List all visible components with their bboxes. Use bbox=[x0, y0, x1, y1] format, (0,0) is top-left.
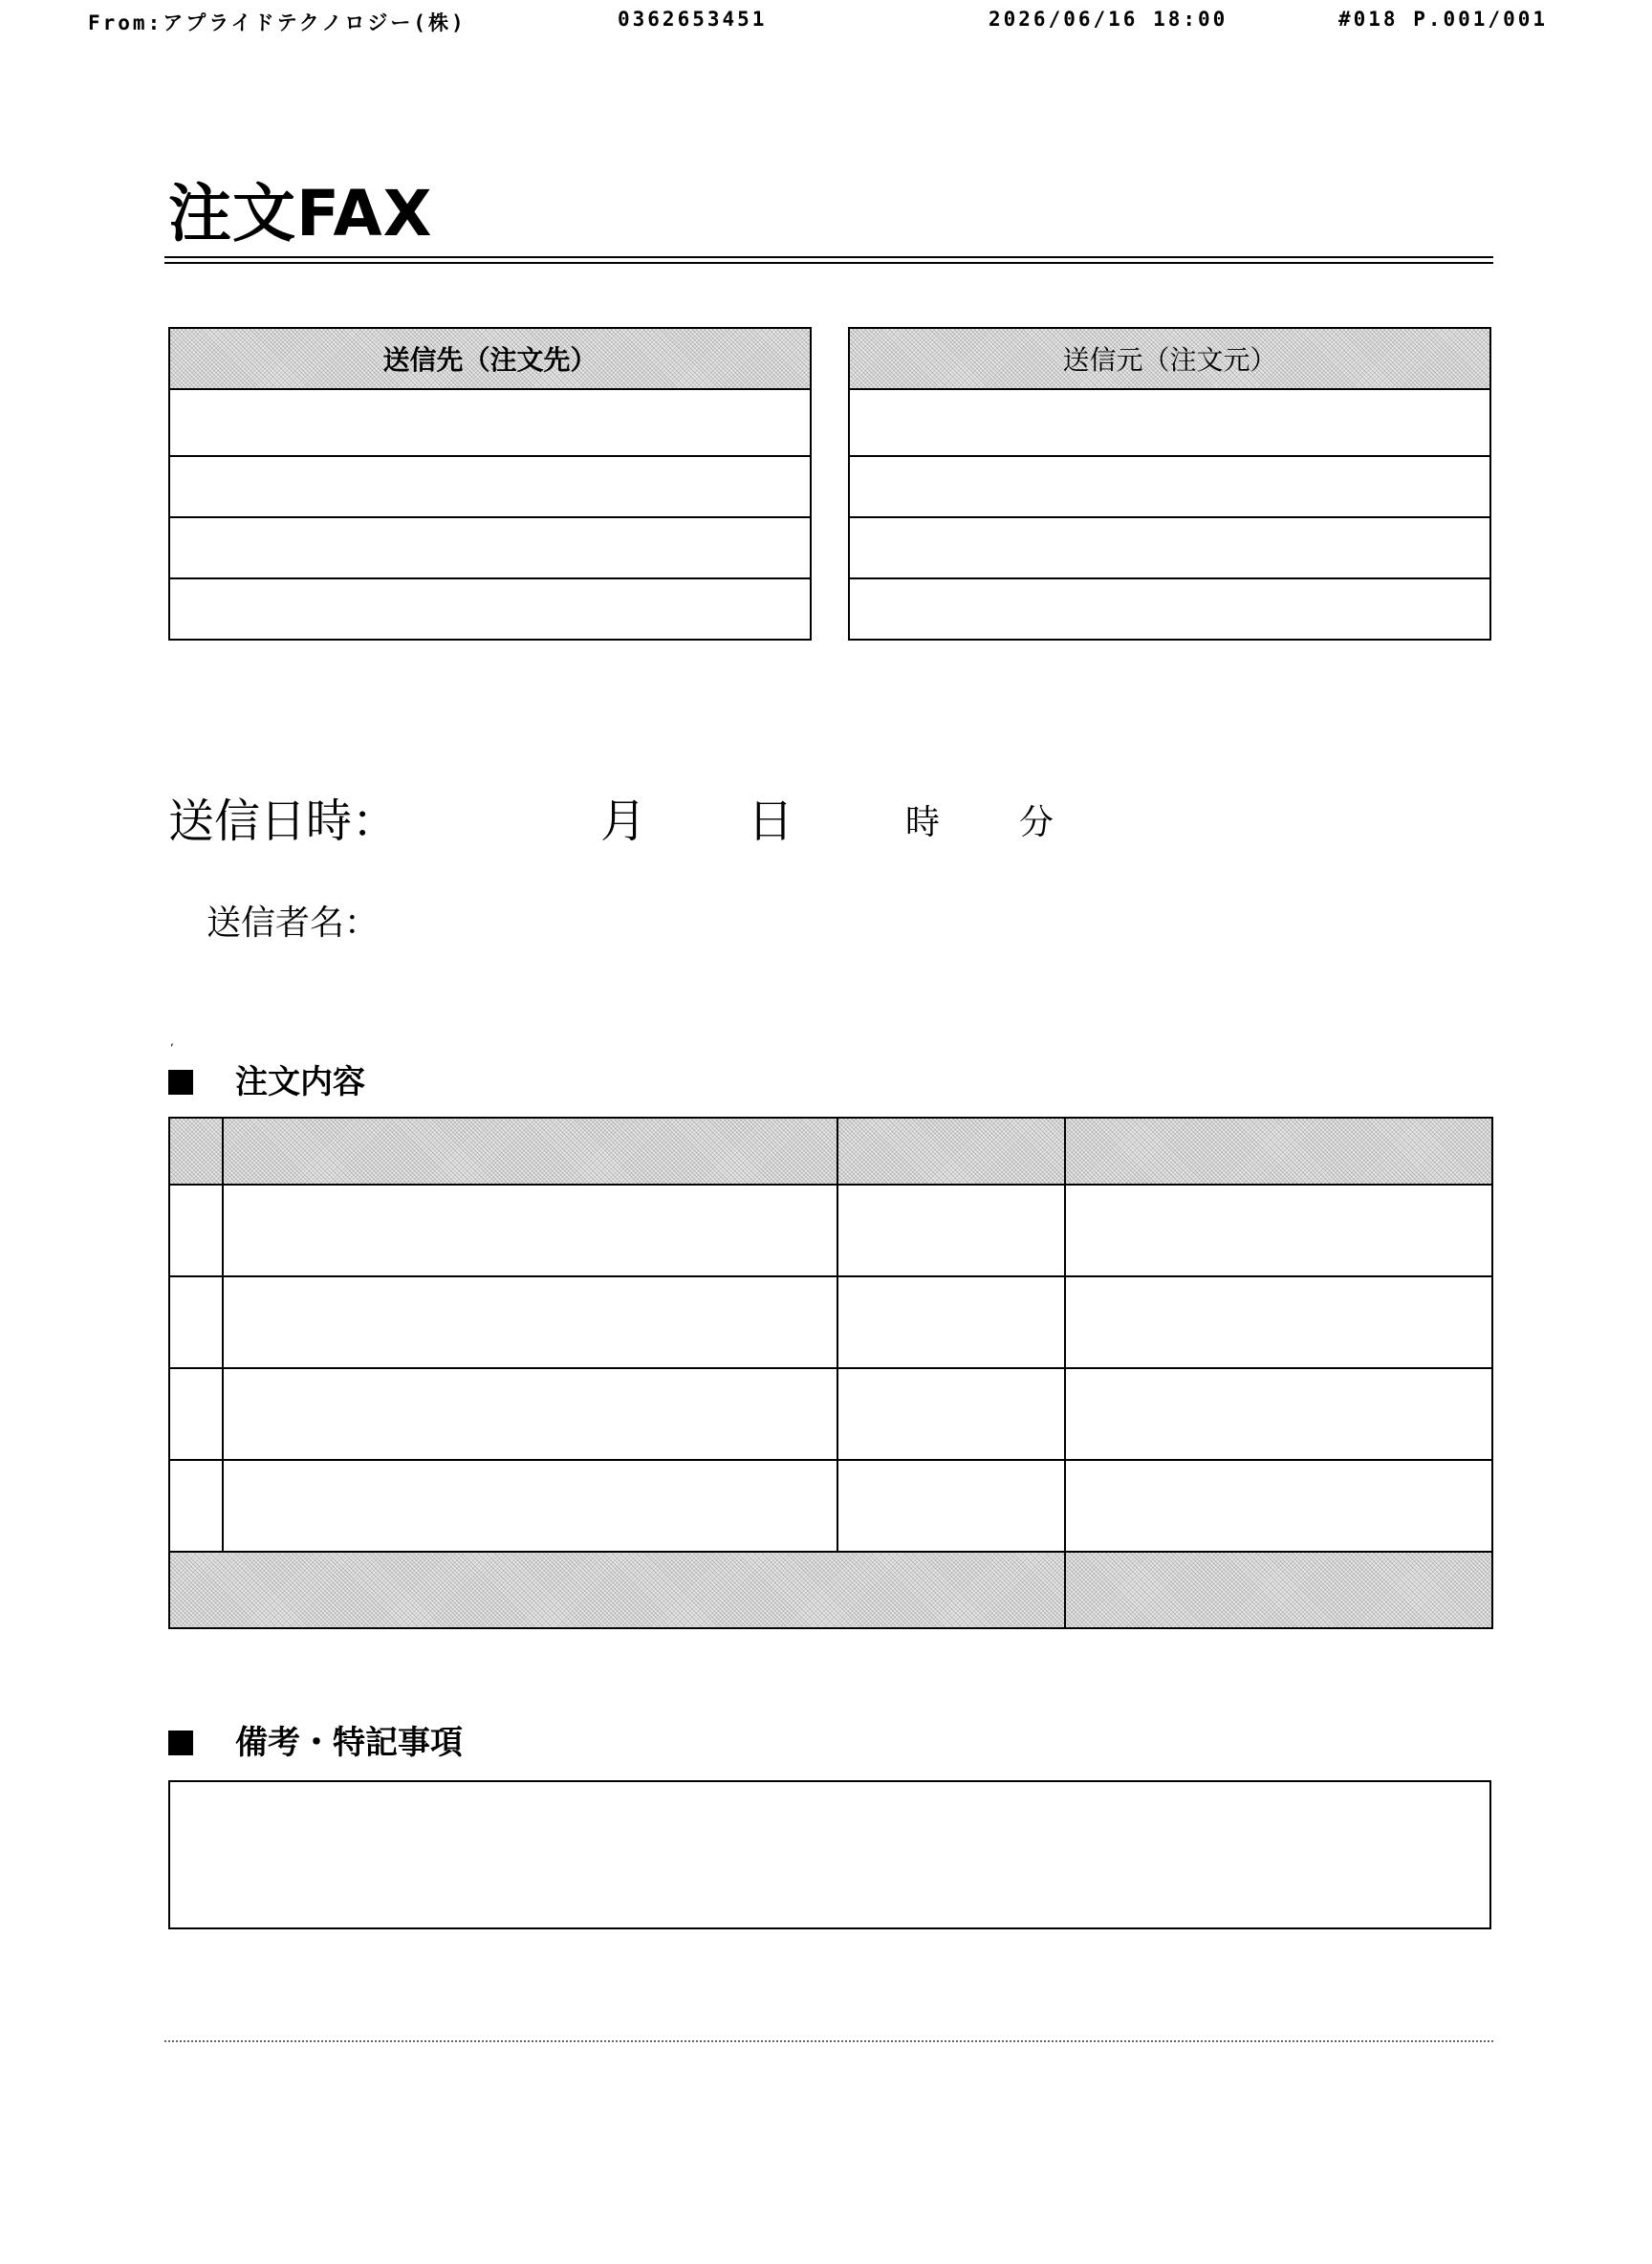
day-unit: 日 bbox=[748, 795, 794, 848]
fax-header-datetime: 2026/06/16 18:00 bbox=[989, 8, 1228, 31]
to-box bbox=[168, 327, 812, 641]
order-cell[interactable] bbox=[837, 1276, 1065, 1368]
fax-header-phone: 0362653451 bbox=[618, 8, 768, 31]
order-cell[interactable] bbox=[169, 1185, 223, 1276]
minute-unit: 分 bbox=[1019, 803, 1054, 842]
notes-section-title: 備考・特記事項 bbox=[235, 1724, 463, 1762]
order-cell[interactable] bbox=[169, 1276, 223, 1368]
fax-header-page: #018 P.001/001 bbox=[1338, 8, 1549, 31]
from-box-row[interactable] bbox=[849, 578, 1490, 640]
square-bullet-icon bbox=[168, 1070, 193, 1095]
send-datetime-label: 送信日時： bbox=[168, 795, 399, 848]
order-cell[interactable] bbox=[223, 1276, 837, 1368]
to-box-heading: 送信先（注文先） bbox=[169, 328, 811, 389]
order-cell[interactable] bbox=[1065, 1368, 1492, 1460]
order-section-title: 注文内容 bbox=[235, 1063, 365, 1101]
square-bullet-icon bbox=[168, 1731, 193, 1755]
order-cell[interactable] bbox=[223, 1368, 837, 1460]
hour-unit: 時 bbox=[905, 803, 941, 842]
from-box-row[interactable] bbox=[849, 517, 1490, 578]
page-title: 注文FAX bbox=[168, 177, 433, 250]
from-box-row[interactable] bbox=[849, 456, 1490, 517]
from-box-row[interactable] bbox=[849, 389, 1490, 456]
order-cell[interactable] bbox=[223, 1460, 837, 1552]
order-cell[interactable] bbox=[169, 1460, 223, 1552]
order-header-cell bbox=[223, 1118, 837, 1185]
order-cell[interactable] bbox=[837, 1185, 1065, 1276]
order-cell[interactable] bbox=[169, 1368, 223, 1460]
to-box-row[interactable] bbox=[169, 578, 811, 640]
month-unit: 月 bbox=[600, 795, 647, 848]
order-header-cell bbox=[1065, 1118, 1492, 1185]
order-row bbox=[169, 1185, 1492, 1276]
order-cell[interactable] bbox=[223, 1185, 837, 1276]
order-total-label-cell bbox=[169, 1552, 1065, 1628]
order-cell[interactable] bbox=[837, 1368, 1065, 1460]
order-row bbox=[169, 1276, 1492, 1368]
to-box-row[interactable] bbox=[169, 456, 811, 517]
fax-header-from: From:アプライドテクノロジー(株) bbox=[88, 11, 467, 34]
order-cell[interactable] bbox=[1065, 1276, 1492, 1368]
order-header-cell bbox=[169, 1118, 223, 1185]
order-cell[interactable] bbox=[1065, 1185, 1492, 1276]
fax-transmission-header bbox=[0, 8, 1652, 33]
order-cell[interactable] bbox=[837, 1460, 1065, 1552]
order-header-cell bbox=[837, 1118, 1065, 1185]
from-box-heading: 送信元（注文元） bbox=[849, 328, 1490, 389]
from-box bbox=[848, 327, 1491, 641]
order-row bbox=[169, 1460, 1492, 1552]
notes-section-heading bbox=[168, 1716, 463, 1763]
order-section-heading bbox=[168, 1056, 365, 1102]
dotted-cut-line bbox=[164, 2040, 1493, 2042]
title-rule-top bbox=[164, 256, 1493, 258]
order-row bbox=[169, 1368, 1492, 1460]
title-rule-bottom bbox=[164, 262, 1493, 264]
order-total-row bbox=[169, 1552, 1492, 1628]
notes-box[interactable] bbox=[168, 1780, 1491, 1929]
sender-name-label: 送信者名： bbox=[206, 903, 380, 943]
order-table bbox=[168, 1117, 1493, 1629]
to-box-row[interactable] bbox=[169, 389, 811, 456]
order-total-value-cell bbox=[1065, 1552, 1492, 1628]
order-cell[interactable] bbox=[1065, 1460, 1492, 1552]
to-box-row[interactable] bbox=[169, 517, 811, 578]
stray-mark: , bbox=[170, 1034, 174, 1048]
